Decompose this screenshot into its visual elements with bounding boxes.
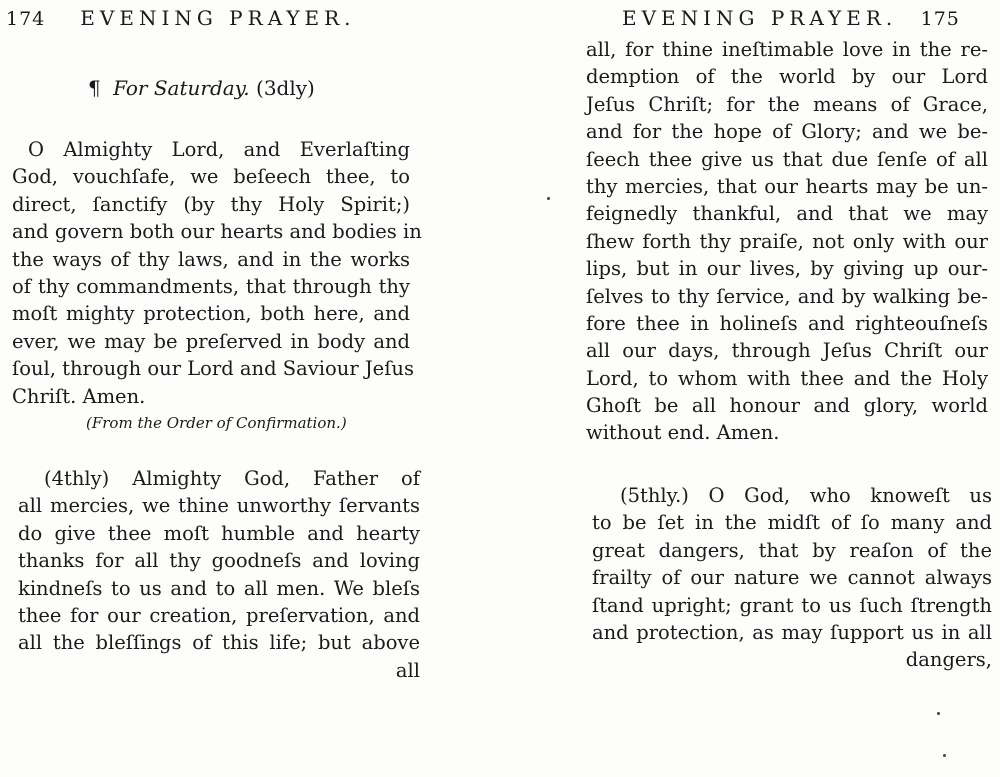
prayer-line: ſeech thee give us that due ſenſe of all xyxy=(586,147,988,171)
right-page xyxy=(560,0,1000,777)
prayer-line: God, vouchſafe, we beſeech thee, to xyxy=(12,165,410,189)
prayer-line: all the bleſſings of this life; but above xyxy=(18,631,420,655)
catchword: dangers, xyxy=(905,648,992,672)
prayer-source: (From the Order of Confirmation.) xyxy=(86,414,347,432)
left-page-number: 174 xyxy=(6,8,46,30)
prayer-two xyxy=(18,465,420,684)
prayer-line: O Almighty Lord, and Everlaſting xyxy=(28,138,410,161)
prayer-line: ever, we may be preſerved in body and xyxy=(12,329,410,353)
left-page xyxy=(0,0,460,777)
prayer-line: all, for thine ineſtimable love in the re- xyxy=(586,38,988,61)
prayer-three xyxy=(592,482,992,674)
prayer-line: to be ſet in the midſt of ſo many and xyxy=(592,511,992,535)
prayer-line: fore thee in holineſs and righteouſneſs xyxy=(586,311,988,335)
prayer-line: great dangers, that by reaſon of the xyxy=(592,538,992,562)
prayer-two-continued xyxy=(586,36,988,447)
prayer-line: direct, ſanctify (by thy Holy Spirit;) xyxy=(12,192,410,216)
prayer-line: and for the hope of Glory; and we be- xyxy=(586,120,988,144)
catchword: all xyxy=(395,658,420,682)
prayer-line: and govern both our hearts and bodies in xyxy=(12,220,422,244)
prayer-line: Chriſt. Amen. xyxy=(12,384,146,408)
prayer-line: thee for our creation, preſervation, and xyxy=(18,603,420,627)
prayer-line: (4thly) Almighty God, Father of xyxy=(44,467,420,490)
prayer-line: (5thly.) O God, who knoweſt us xyxy=(620,484,992,507)
right-running-head xyxy=(622,6,960,30)
left-running-head xyxy=(6,6,356,30)
prayer-line: feignedly thankful, and that we may xyxy=(586,202,988,226)
prayer-line: ſtand upright; grant to us ſuch ſtrength xyxy=(592,593,992,617)
prayer-one xyxy=(12,136,422,410)
section-heading xyxy=(88,76,315,100)
prayer-line: of thy commandments, that through thy xyxy=(12,274,410,298)
prayer-line: Lord, to whom with thee and the Holy xyxy=(586,366,988,390)
prayer-line: kindneſs to us and to all men. We bleſs xyxy=(18,576,420,600)
right-page-number: 175 xyxy=(920,8,960,30)
prayer-line: without end. Amen. xyxy=(586,421,780,445)
prayer-line: do give thee moſt humble and hearty xyxy=(18,521,420,545)
prayer-line: all mercies, we thine unworthy ſervants xyxy=(18,494,420,518)
prayer-line: moſt mighty protection, both here, and xyxy=(12,302,410,326)
right-running-title: EVENING PRAYER. xyxy=(622,6,898,30)
prayer-line: ſoul, through our Lord and Saviour Jeſus xyxy=(12,357,414,381)
prayer-line: thanks for all thy goodneſs and loving xyxy=(18,549,420,573)
prayer-line: Ghoſt be all honour and glory, world xyxy=(586,394,988,418)
section-title: For Saturday. xyxy=(113,76,250,100)
left-running-title: EVENING PRAYER. xyxy=(80,6,356,30)
prayer-line: frailty of our nature we cannot always xyxy=(592,566,992,590)
print-speck xyxy=(547,197,550,200)
prayer-line: Jeſus Chriſt; for the means of Grace, xyxy=(586,92,988,116)
print-speck xyxy=(943,754,946,757)
prayer-line: thy mercies, that our hearts may be un- xyxy=(586,174,988,198)
print-speck xyxy=(937,712,940,715)
prayer-line: ſelves to thy ſervice, and by walking be- xyxy=(586,284,988,308)
prayer-line: ſhew forth thy praiſe, not only with our xyxy=(586,229,988,253)
prayer-line: demption of the world by our Lord xyxy=(586,65,988,89)
prayer-line: and protection, as may ſupport us in all xyxy=(592,620,992,644)
pilcrow-mark: ¶ xyxy=(88,76,101,100)
prayer-line: lips, but in our lives, by giving up our- xyxy=(586,257,988,281)
section-ordinal: (3dly) xyxy=(256,76,315,100)
prayer-line: the ways of thy laws, and in the works xyxy=(12,247,410,271)
prayer-line: all our days, through Jeſus Chriſt our xyxy=(586,339,988,363)
